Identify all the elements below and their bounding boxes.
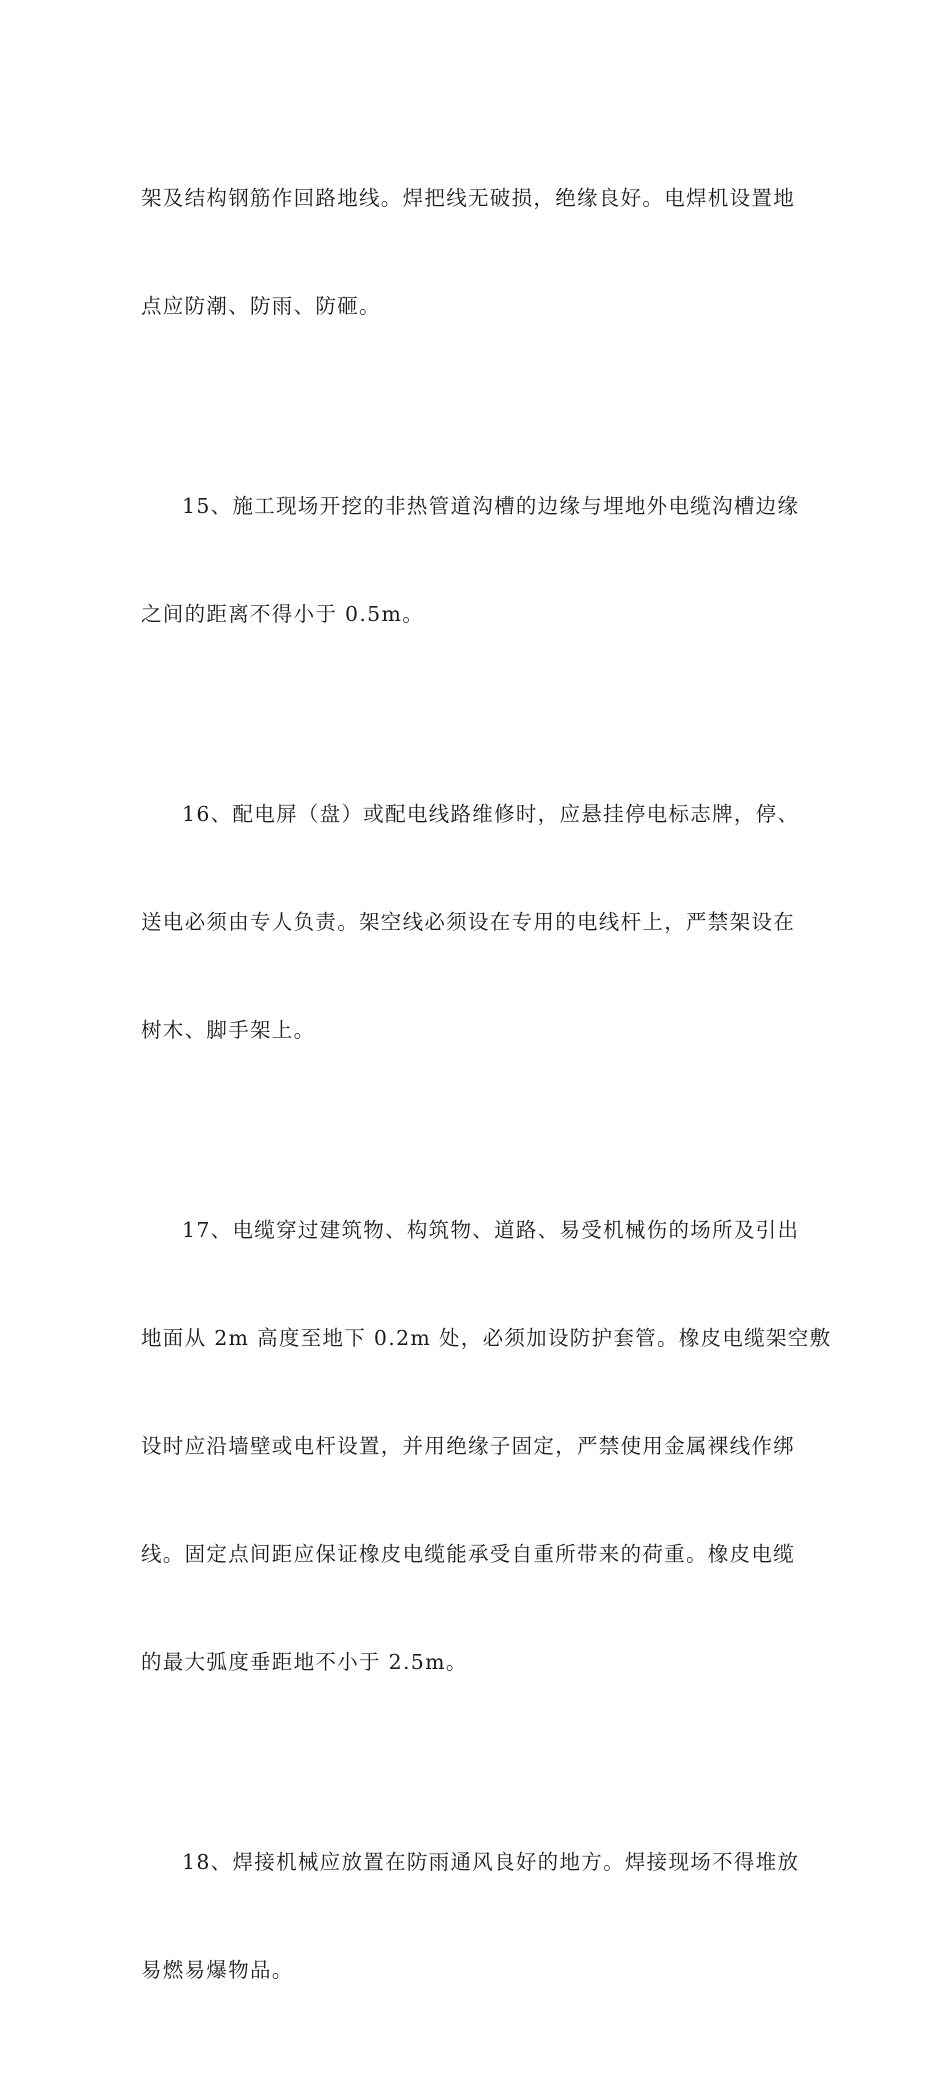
paragraph-item-17 — [141, 1140, 832, 1752]
paragraph-item-18 — [141, 1772, 801, 2060]
paragraph-line: 树木、脚手架上。 — [141, 1018, 316, 1042]
paragraph-line: 15、施工现场开挖的非热管道沟槽的边缘与埋地外电缆沟槽边缘 — [182, 494, 800, 518]
paragraph-line: 点应防潮、防雨、防砸。 — [141, 294, 381, 318]
paragraph-continuation — [141, 108, 801, 396]
paragraph-line: 设时应沿墙壁或电杆设置，并用绝缘子固定，严禁使用金属裸线作绑 — [141, 1434, 795, 1458]
paragraph-item-15 — [141, 416, 801, 704]
paragraph-line: 17、电缆穿过建筑物、构筑物、道路、易受机械伤的场所及引出 — [182, 1218, 800, 1242]
paragraph-line: 易燃易爆物品。 — [141, 1958, 294, 1982]
paragraph-line: 16、配电屏（盘）或配电线路维修时，应悬挂停电标志牌，停、 — [182, 802, 800, 826]
paragraph-line: 架及结构钢筋作回路地线。焊把线无破损，绝缘良好。电焊机设置地 — [141, 186, 795, 210]
paragraph-line: 送电必须由专人负责。架空线必须设在专用的电线杆上，严禁架设在 — [141, 910, 795, 934]
paragraph-line: 的最大弧度垂距地不小于 2.5m。 — [141, 1650, 468, 1674]
paragraph-line: 线。固定点间距应保证橡皮电缆能承受自重所带来的荷重。橡皮电缆 — [141, 1542, 795, 1566]
paragraph-line: 18、焊接机械应放置在防雨通风良好的地方。焊接现场不得堆放 — [182, 1850, 800, 1874]
document-body — [141, 108, 832, 2080]
paragraph-item-16 — [141, 724, 801, 1120]
paragraph-line: 地面从 2m 高度至地下 0.2m 处，必须加设防护套管。橡皮电缆架空敷 — [141, 1326, 832, 1350]
paragraph-line: 之间的距离不得小于 0.5m。 — [141, 602, 425, 626]
